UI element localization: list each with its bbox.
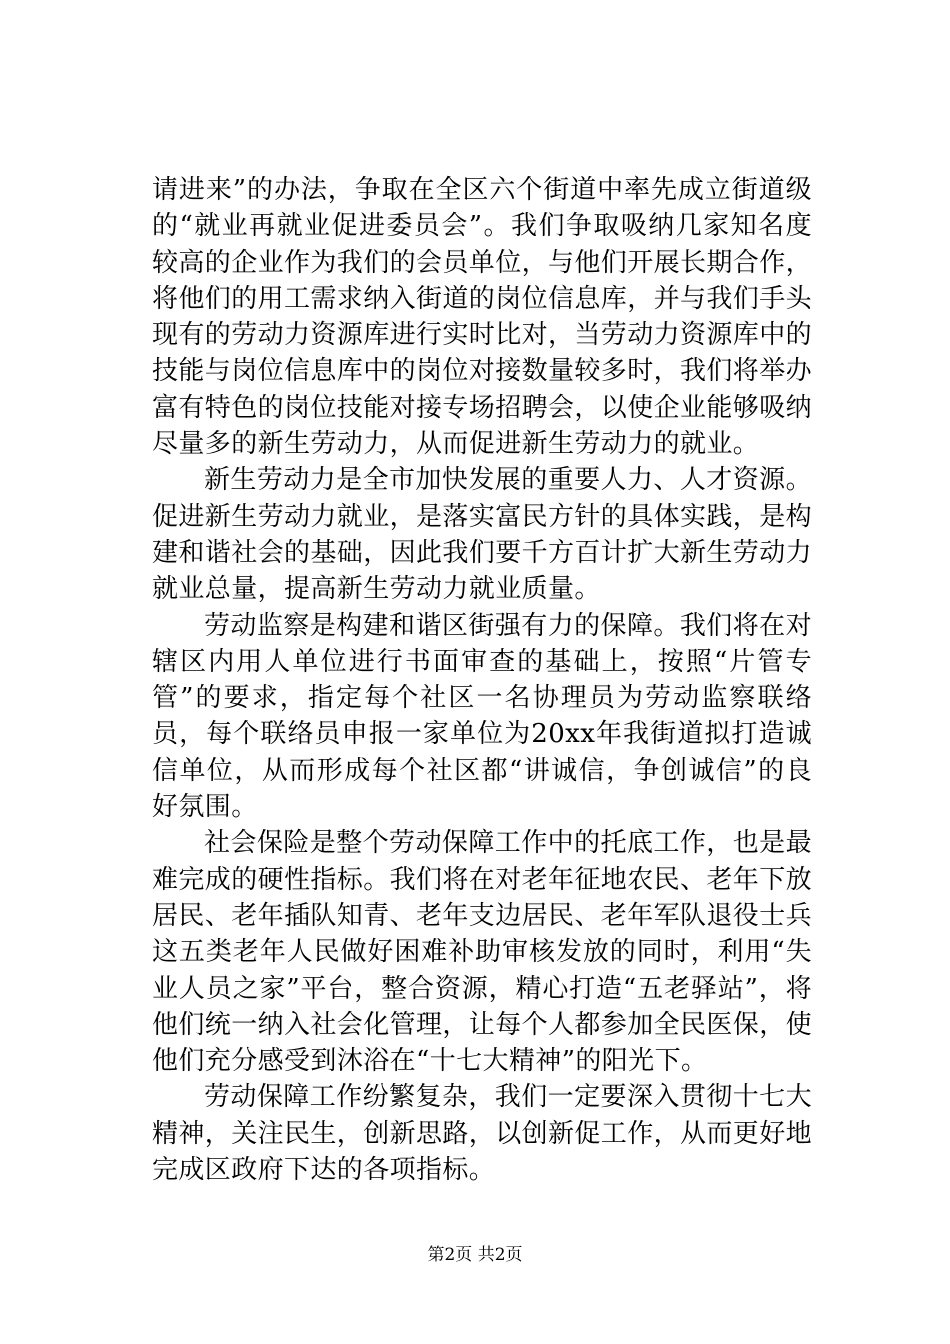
page-number-footer: 第2页 共2页: [427, 1245, 523, 1265]
paragraph-new-labor-force: 新生劳动力是全市加快发展的重要人力、人才资源。促进新生劳动力就业，是落实富民方针的具体实践，是构建和谐社会的基础，因此我们要千方百计扩大新生劳动力就业总量，提高新生劳动力就业质量。: [152, 465, 813, 605]
paragraph-conclusion: 劳动保障工作纷繁复杂，我们一定要深入贯彻十七大精神，关注民生，创新思路，以创新促工作，从而更好地完成区政府下达的各项指标。: [152, 1082, 813, 1186]
paragraph-continuation: 请进来”的办法，争取在全区六个街道中率先成立街道级的“就业再就业促进委员会”。我们争取吸纳几家知名度较高的企业作为我们的会员单位，与他们开展长期合作，将他们的用工需求纳入街道的岗位信息库，并与我们手头现有的劳动力资源库进行实时比对，当劳动力资源库中的技能与岗位信息库中的岗位对接数量较多时，我们将举办富有特色的岗位技能对接专场招聘会，以使企业能够吸纳尽量多的新生劳动力，从而促进新生劳动力的就业。: [152, 175, 813, 460]
paragraph-labor-supervision: 劳动监察是构建和谐区街强有力的保障。我们将在对辖区内用人单位进行书面审查的基础上，按照“片管专管”的要求，指定每个社区一名协理员为劳动监察联络员，每个联络员申报一家单位为20xx年我街道拟打造诚信单位，从而形成每个社区都“讲诚信，争创诚信”的良好氛围。: [152, 610, 812, 823]
paragraph-social-insurance: 社会保险是整个劳动保障工作中的托底工作，也是最难完成的硬性指标。我们将在对老年征地农民、老年下放居民、老年插队知青、老年支边居民、老年军队退役士兵这五类老年人民做好困难补助审核发放的同时，利用“失业人员之家”平台，整合资源，精心打造“五老驿站”，将他们统一纳入社会化管理，让每个人都参加全民医保，使他们充分感受到沐浴在“十七大精神”的阳光下。: [152, 828, 813, 1077]
document-body: [152, 172, 812, 1188]
